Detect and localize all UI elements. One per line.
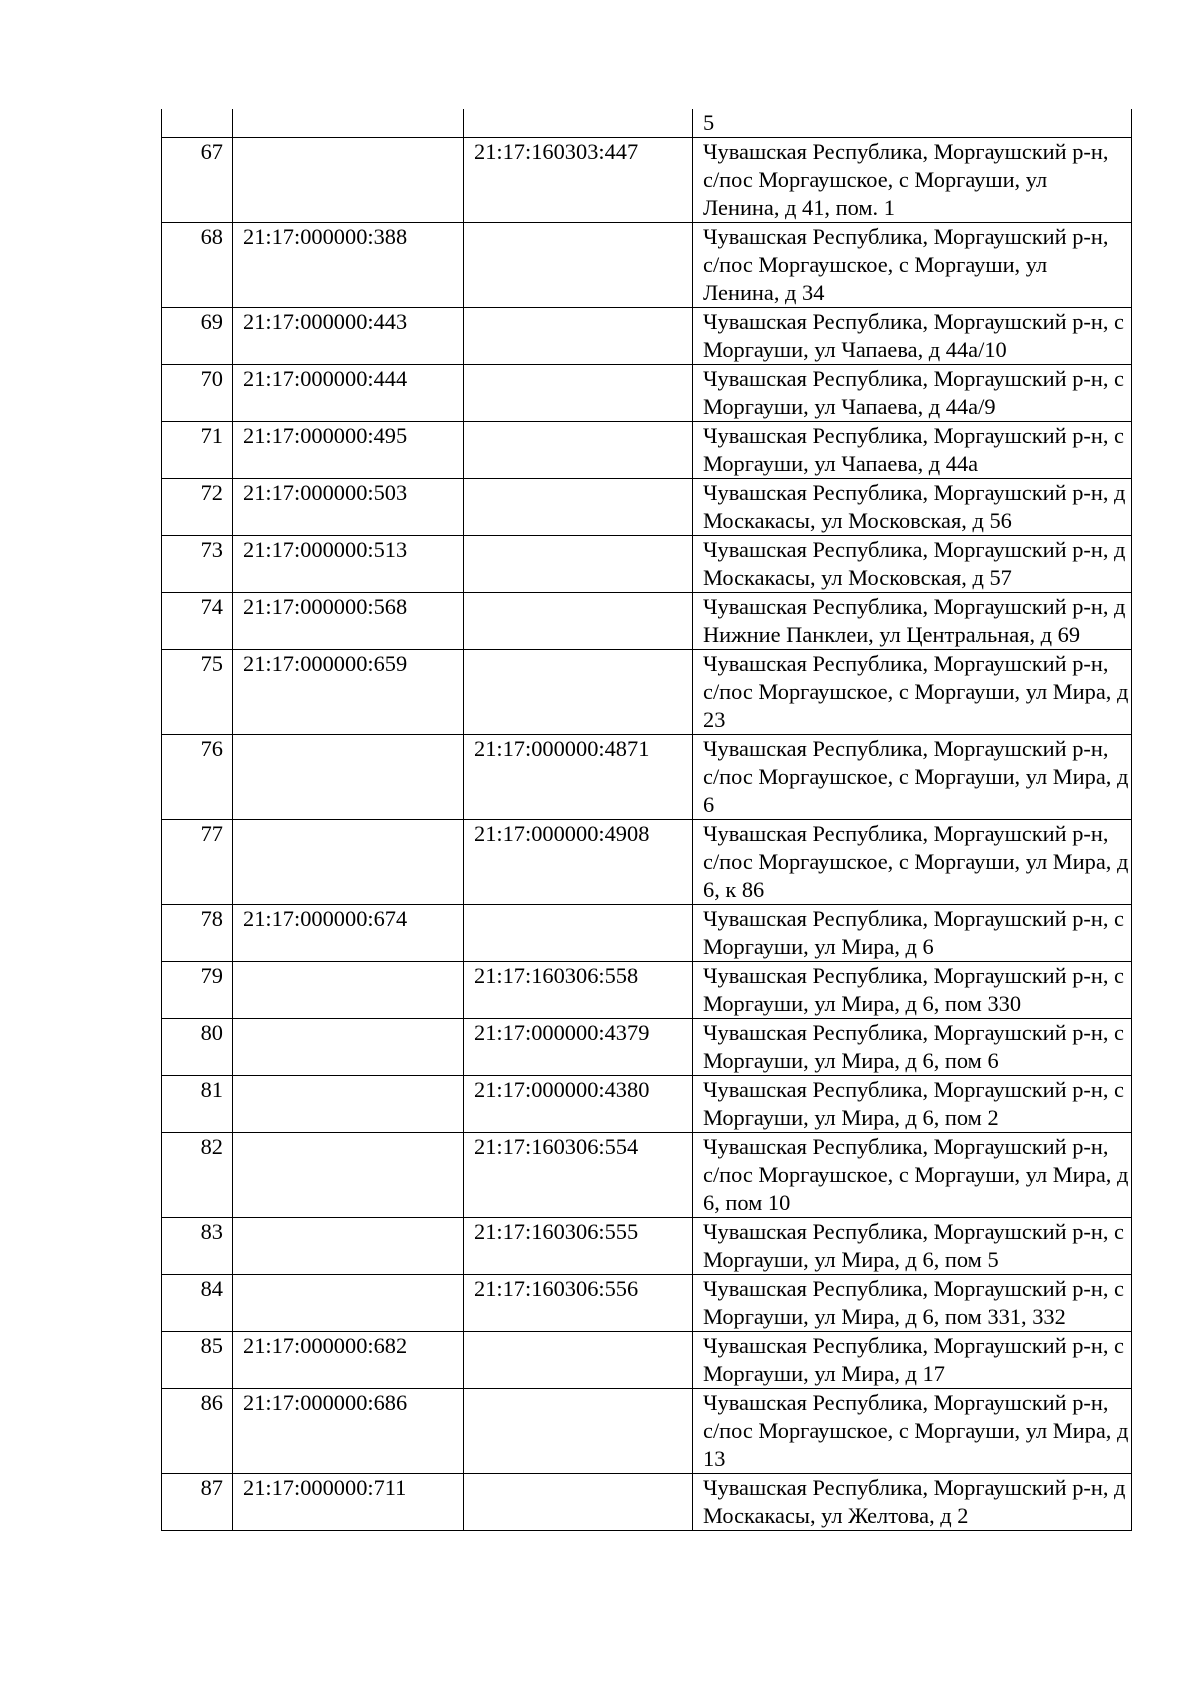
object-cadastral-number: 21:17:000000:4380 [464,1076,693,1133]
object-cadastral-number [464,593,693,650]
object-cadastral-number [464,536,693,593]
table-row [162,422,1132,479]
table-row [162,1076,1132,1133]
object-cadastral-number: 21:17:160306:555 [464,1218,693,1275]
address-cell: Чувашская Республика, Моргаушский р-н, с Моргауши, ул Мира, д 6, пом 331, 332 [693,1275,1132,1332]
address-cell: Чувашская Республика, Моргаушский р-н, с/пос Моргаушское, с Моргауши, ул Мира, д 13 [693,1389,1132,1474]
object-cadastral-number: 21:17:000000:4908 [464,820,693,905]
row-number: 68 [162,223,233,308]
object-cadastral-number [464,365,693,422]
row-number: 82 [162,1133,233,1218]
address-cell: Чувашская Республика, Моргаушский р-н, д Москакасы, ул Желтова, д 2 [693,1474,1132,1531]
object-cadastral-number: 21:17:160306:556 [464,1275,693,1332]
row-number: 85 [162,1332,233,1389]
table-row [162,650,1132,735]
table-row [162,1389,1132,1474]
address-cell: Чувашская Республика, Моргаушский р-н, с Моргауши, ул Чапаева, д 44а/9 [693,365,1132,422]
address-cell: Чувашская Республика, Моргаушский р-н, д Нижние Панклеи, ул Центральная, д 69 [693,593,1132,650]
row-number [162,109,233,138]
land-cadastral-number: 21:17:000000:513 [233,536,464,593]
row-number: 75 [162,650,233,735]
land-cadastral-number: 21:17:000000:495 [233,422,464,479]
address-cell: Чувашская Республика, Моргаушский р-н, с Моргауши, ул Чапаева, д 44а [693,422,1132,479]
row-number: 79 [162,962,233,1019]
table-row [162,1332,1132,1389]
object-cadastral-number [464,479,693,536]
row-number: 76 [162,735,233,820]
land-cadastral-number [233,1218,464,1275]
address-cell: Чувашская Республика, Моргаушский р-н, с Моргауши, ул Мира, д 6, пом 330 [693,962,1132,1019]
table-row-continuation [162,109,1132,138]
land-cadastral-number [233,1133,464,1218]
land-cadastral-number: 21:17:000000:443 [233,308,464,365]
table-row [162,1218,1132,1275]
object-cadastral-number [464,308,693,365]
row-number: 72 [162,479,233,536]
table-row [162,308,1132,365]
address-cell: Чувашская Республика, Моргаушский р-н, с Моргауши, ул Мира, д 17 [693,1332,1132,1389]
object-cadastral-number [464,422,693,479]
table-row [162,479,1132,536]
land-cadastral-number: 21:17:000000:568 [233,593,464,650]
address-cell: Чувашская Республика, Моргаушский р-н, д Москакасы, ул Московская, д 57 [693,536,1132,593]
row-number: 84 [162,1275,233,1332]
table-body [162,109,1132,1531]
address-cell: Чувашская Республика, Моргаушский р-н, с/пос Моргаушское, с Моргауши, ул Ленина, д 34 [693,223,1132,308]
land-cadastral-number: 21:17:000000:659 [233,650,464,735]
object-cadastral-number: 21:17:160306:558 [464,962,693,1019]
address-cell: Чувашская Республика, Моргаушский р-н, с/пос Моргаушское, с Моргауши, ул Ленина, д 41, пом. 1 [693,138,1132,223]
table-row [162,536,1132,593]
land-cadastral-number [233,962,464,1019]
row-number: 87 [162,1474,233,1531]
object-cadastral-number [464,905,693,962]
land-cadastral-number [233,820,464,905]
row-number: 67 [162,138,233,223]
table-row [162,1474,1132,1531]
object-cadastral-number [464,109,693,138]
land-cadastral-number: 21:17:000000:444 [233,365,464,422]
row-number: 71 [162,422,233,479]
address-cell: Чувашская Республика, Моргаушский р-н, с/пос Моргаушское, с Моргауши, ул Мира, д 23 [693,650,1132,735]
object-cadastral-number [464,1332,693,1389]
address-cell: Чувашская Республика, Моргаушский р-н, с/пос Моргаушское, с Моргауши, ул Мира, д 6 [693,735,1132,820]
object-cadastral-number: 21:17:000000:4379 [464,1019,693,1076]
object-cadastral-number [464,1474,693,1531]
land-cadastral-number [233,1275,464,1332]
row-number: 83 [162,1218,233,1275]
land-cadastral-number: 21:17:000000:682 [233,1332,464,1389]
object-cadastral-number: 21:17:000000:4871 [464,735,693,820]
row-number: 78 [162,905,233,962]
address-cell: Чувашская Республика, Моргаушский р-н, с Моргауши, ул Чапаева, д 44а/10 [693,308,1132,365]
row-number: 69 [162,308,233,365]
row-number: 73 [162,536,233,593]
row-number: 70 [162,365,233,422]
address-cell: Чувашская Республика, Моргаушский р-н, с Моргауши, ул Мира, д 6, пом 2 [693,1076,1132,1133]
land-cadastral-number: 21:17:000000:686 [233,1389,464,1474]
table-row [162,223,1132,308]
land-cadastral-number [233,109,464,138]
land-cadastral-number [233,1019,464,1076]
land-cadastral-number: 21:17:000000:674 [233,905,464,962]
address-cell: Чувашская Республика, Моргаушский р-н, с Моргауши, ул Мира, д 6 [693,905,1132,962]
object-cadastral-number: 21:17:160306:554 [464,1133,693,1218]
table-row [162,138,1132,223]
table-row [162,735,1132,820]
address-cell: Чувашская Республика, Моргаушский р-н, с Моргауши, ул Мира, д 6, пом 6 [693,1019,1132,1076]
row-number: 77 [162,820,233,905]
address-cell: Чувашская Республика, Моргаушский р-н, с Моргауши, ул Мира, д 6, пом 5 [693,1218,1132,1275]
table-row [162,365,1132,422]
table-row [162,1133,1132,1218]
land-cadastral-number [233,735,464,820]
address-cell: Чувашская Республика, Моргаушский р-н, с/пос Моргаушское, с Моргауши, ул Мира, д 6, пом 10 [693,1133,1132,1218]
object-cadastral-number [464,1389,693,1474]
object-cadastral-number [464,223,693,308]
address-cell: 5 [693,109,1132,138]
table-row [162,905,1132,962]
table-row [162,1275,1132,1332]
land-cadastral-number: 21:17:000000:711 [233,1474,464,1531]
address-cell: Чувашская Республика, Моргаушский р-н, д Москакасы, ул Московская, д 56 [693,479,1132,536]
row-number: 81 [162,1076,233,1133]
land-cadastral-number: 21:17:000000:388 [233,223,464,308]
row-number: 74 [162,593,233,650]
row-number: 80 [162,1019,233,1076]
land-cadastral-number: 21:17:000000:503 [233,479,464,536]
table-row [162,962,1132,1019]
property-registry-table [161,109,1132,1531]
object-cadastral-number: 21:17:160303:447 [464,138,693,223]
table-row [162,593,1132,650]
table-row [162,820,1132,905]
land-cadastral-number [233,138,464,223]
table-row [162,1019,1132,1076]
address-cell: Чувашская Республика, Моргаушский р-н, с/пос Моргаушское, с Моргауши, ул Мира, д 6, к 86 [693,820,1132,905]
object-cadastral-number [464,650,693,735]
land-cadastral-number [233,1076,464,1133]
row-number: 86 [162,1389,233,1474]
